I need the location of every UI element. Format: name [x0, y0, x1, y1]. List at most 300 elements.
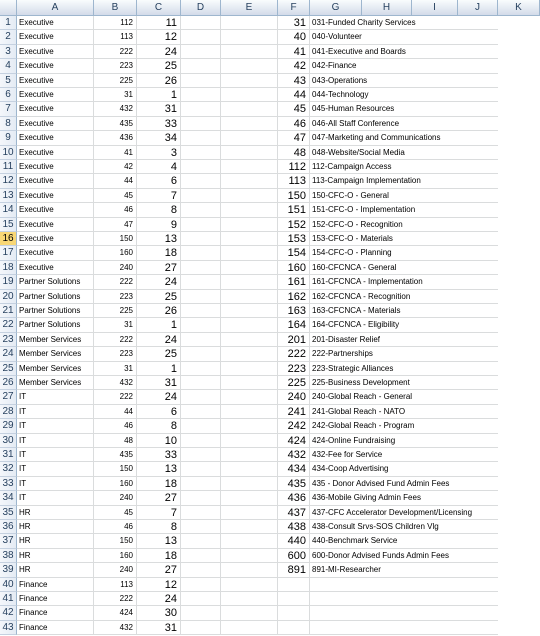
row-header[interactable]: 14: [0, 203, 17, 217]
cell-empty[interactable]: [221, 304, 278, 318]
cell-code[interactable]: 46: [94, 203, 137, 217]
cell-index[interactable]: 8: [137, 203, 181, 217]
cell-empty[interactable]: [498, 102, 540, 116]
cell-empty[interactable]: [221, 578, 278, 592]
cell-empty[interactable]: [221, 30, 278, 44]
cell-empty[interactable]: [181, 520, 221, 534]
cell-empty[interactable]: [498, 578, 540, 592]
cell-index[interactable]: 30: [137, 606, 181, 620]
cell-account-name[interactable]: 437-CFC Accelerator Development/Licensing: [310, 506, 498, 520]
cell-empty[interactable]: [221, 563, 278, 577]
cell-empty[interactable]: [498, 246, 540, 260]
cell-empty[interactable]: [221, 146, 278, 160]
cell-account-number[interactable]: 223: [278, 362, 310, 376]
cell-index[interactable]: 13: [137, 462, 181, 476]
cell-account-number[interactable]: 42: [278, 59, 310, 73]
cell-account-number[interactable]: 432: [278, 448, 310, 462]
cell-code[interactable]: 112: [94, 16, 137, 30]
cell-account-number[interactable]: 435: [278, 477, 310, 491]
cell-account-name[interactable]: 432-Fee for Service: [310, 448, 498, 462]
cell-index[interactable]: 26: [137, 304, 181, 318]
cell-empty[interactable]: [498, 405, 540, 419]
row-header[interactable]: 42: [0, 606, 17, 620]
cell-department[interactable]: IT: [17, 477, 94, 491]
cell-empty[interactable]: [181, 592, 221, 606]
cell-account-number[interactable]: 45: [278, 102, 310, 116]
cell-empty[interactable]: [181, 30, 221, 44]
cell-empty[interactable]: [221, 448, 278, 462]
cell-account-number[interactable]: 225: [278, 376, 310, 390]
cell-empty[interactable]: [221, 318, 278, 332]
cell-department[interactable]: Executive: [17, 246, 94, 260]
cell-empty[interactable]: [498, 290, 540, 304]
cell-code[interactable]: 223: [94, 347, 137, 361]
cell-account-number[interactable]: 31: [278, 16, 310, 30]
cell-account-number[interactable]: 43: [278, 74, 310, 88]
cell-account-number[interactable]: 161: [278, 275, 310, 289]
cell-empty[interactable]: [181, 477, 221, 491]
cell-account-name[interactable]: 045-Human Resources: [310, 102, 498, 116]
row-header[interactable]: 32: [0, 462, 17, 476]
cell-empty[interactable]: [181, 74, 221, 88]
cell-account-name[interactable]: 435 - Donor Advised Fund Admin Fees: [310, 477, 498, 491]
cell-account-name[interactable]: 113-Campaign Implementation: [310, 174, 498, 188]
row-header[interactable]: 27: [0, 390, 17, 404]
cell-index[interactable]: 26: [137, 74, 181, 88]
cell-empty[interactable]: [498, 45, 540, 59]
cell-account-number[interactable]: 437: [278, 506, 310, 520]
cell-department[interactable]: Finance: [17, 621, 94, 635]
cell-department[interactable]: Executive: [17, 218, 94, 232]
cell-department[interactable]: Executive: [17, 59, 94, 73]
column-header-g[interactable]: G: [310, 0, 362, 16]
row-header[interactable]: 15: [0, 218, 17, 232]
cell-code[interactable]: 432: [94, 621, 137, 635]
cell-index[interactable]: 8: [137, 520, 181, 534]
cell-empty[interactable]: [181, 275, 221, 289]
row-header[interactable]: 33: [0, 477, 17, 491]
cell-empty[interactable]: [498, 376, 540, 390]
cell-index[interactable]: 31: [137, 621, 181, 635]
column-header-a[interactable]: A: [17, 0, 94, 16]
cell-empty[interactable]: [221, 261, 278, 275]
cell-index[interactable]: 13: [137, 232, 181, 246]
cell-index[interactable]: 33: [137, 448, 181, 462]
cell-empty[interactable]: [498, 203, 540, 217]
cell-empty[interactable]: [181, 246, 221, 260]
cell-index[interactable]: 12: [137, 30, 181, 44]
cell-code[interactable]: 45: [94, 189, 137, 203]
cell-empty[interactable]: [498, 88, 540, 102]
cell-index[interactable]: 31: [137, 376, 181, 390]
cell-empty[interactable]: [181, 160, 221, 174]
cell-account-name[interactable]: 438-Consult Srvs-SOS Children Vlg: [310, 520, 498, 534]
cell-empty[interactable]: [221, 59, 278, 73]
cell-empty[interactable]: [181, 45, 221, 59]
row-header[interactable]: 5: [0, 74, 17, 88]
cell-account-name[interactable]: 041-Executive and Boards: [310, 45, 498, 59]
cell-empty[interactable]: [181, 462, 221, 476]
row-header[interactable]: 10: [0, 146, 17, 160]
cell-account-number[interactable]: 47: [278, 131, 310, 145]
cell-empty[interactable]: [181, 578, 221, 592]
cell-empty[interactable]: [221, 333, 278, 347]
cell-index[interactable]: 12: [137, 578, 181, 592]
cell-account-number[interactable]: 240: [278, 390, 310, 404]
row-header[interactable]: 6: [0, 88, 17, 102]
cell-empty[interactable]: [221, 174, 278, 188]
cell-account-number[interactable]: 44: [278, 88, 310, 102]
cell-department[interactable]: IT: [17, 405, 94, 419]
cell-account-number[interactable]: 242: [278, 419, 310, 433]
cell-department[interactable]: Executive: [17, 88, 94, 102]
cell-account-name[interactable]: 150-CFC-O - General: [310, 189, 498, 203]
cell-department[interactable]: Executive: [17, 117, 94, 131]
cell-department[interactable]: Executive: [17, 16, 94, 30]
cell-account-name[interactable]: 164-CFCNCA - Eligibility: [310, 318, 498, 332]
cell-account-name[interactable]: [310, 592, 498, 606]
cell-account-number[interactable]: 424: [278, 434, 310, 448]
cell-empty[interactable]: [221, 491, 278, 505]
cell-code[interactable]: 432: [94, 102, 137, 116]
cell-index[interactable]: 3: [137, 146, 181, 160]
cell-department[interactable]: Member Services: [17, 376, 94, 390]
cell-account-name[interactable]: 047-Marketing and Communications: [310, 131, 498, 145]
cell-empty[interactable]: [181, 218, 221, 232]
cell-index[interactable]: 27: [137, 491, 181, 505]
cell-code[interactable]: 240: [94, 261, 137, 275]
cell-department[interactable]: Executive: [17, 189, 94, 203]
cell-empty[interactable]: [221, 462, 278, 476]
cell-account-number[interactable]: 891: [278, 563, 310, 577]
cell-account-number[interactable]: 154: [278, 246, 310, 260]
cell-code[interactable]: 41: [94, 146, 137, 160]
cell-code[interactable]: 240: [94, 491, 137, 505]
cell-empty[interactable]: [221, 347, 278, 361]
cell-account-name[interactable]: 043-Operations: [310, 74, 498, 88]
cell-department[interactable]: Executive: [17, 174, 94, 188]
cell-index[interactable]: 18: [137, 246, 181, 260]
cell-empty[interactable]: [498, 16, 540, 30]
cell-index[interactable]: 18: [137, 549, 181, 563]
row-header[interactable]: 34: [0, 491, 17, 505]
cell-empty[interactable]: [221, 290, 278, 304]
cell-code[interactable]: 432: [94, 376, 137, 390]
cell-empty[interactable]: [181, 491, 221, 505]
cell-empty[interactable]: [181, 506, 221, 520]
cell-empty[interactable]: [221, 621, 278, 635]
cell-department[interactable]: Finance: [17, 578, 94, 592]
cell-code[interactable]: 436: [94, 131, 137, 145]
cell-empty[interactable]: [181, 362, 221, 376]
cell-account-name[interactable]: 040-Volunteer: [310, 30, 498, 44]
cell-empty[interactable]: [181, 621, 221, 635]
column-header-d[interactable]: D: [181, 0, 221, 16]
cell-code[interactable]: 44: [94, 405, 137, 419]
cell-account-number[interactable]: 222: [278, 347, 310, 361]
cell-index[interactable]: 34: [137, 131, 181, 145]
row-header[interactable]: 17: [0, 246, 17, 260]
cell-account-number[interactable]: [278, 592, 310, 606]
cell-account-name[interactable]: 048-Website/Social Media: [310, 146, 498, 160]
cell-empty[interactable]: [498, 174, 540, 188]
row-header[interactable]: 25: [0, 362, 17, 376]
cell-department[interactable]: Executive: [17, 131, 94, 145]
cell-empty[interactable]: [221, 434, 278, 448]
cell-empty[interactable]: [221, 362, 278, 376]
cell-account-name[interactable]: 241-Global Reach - NATO: [310, 405, 498, 419]
cell-empty[interactable]: [221, 74, 278, 88]
cell-department[interactable]: IT: [17, 448, 94, 462]
cell-code[interactable]: 44: [94, 174, 137, 188]
cell-department[interactable]: Executive: [17, 102, 94, 116]
cell-index[interactable]: 24: [137, 592, 181, 606]
cell-index[interactable]: 1: [137, 88, 181, 102]
cell-account-name[interactable]: 201-Disaster Relief: [310, 333, 498, 347]
row-header[interactable]: 31: [0, 448, 17, 462]
row-header[interactable]: 18: [0, 261, 17, 275]
cell-empty[interactable]: [498, 534, 540, 548]
cell-empty[interactable]: [498, 318, 540, 332]
row-header[interactable]: 3: [0, 45, 17, 59]
cell-account-name[interactable]: 434-Coop Advertising: [310, 462, 498, 476]
cell-department[interactable]: HR: [17, 563, 94, 577]
cell-code[interactable]: 31: [94, 88, 137, 102]
cell-empty[interactable]: [181, 131, 221, 145]
cell-code[interactable]: 160: [94, 477, 137, 491]
row-header[interactable]: 11: [0, 160, 17, 174]
cell-empty[interactable]: [181, 534, 221, 548]
cell-empty[interactable]: [221, 376, 278, 390]
cell-empty[interactable]: [498, 506, 540, 520]
cell-empty[interactable]: [181, 376, 221, 390]
cell-department[interactable]: Executive: [17, 160, 94, 174]
cell-account-name[interactable]: 223-Strategic Alliances: [310, 362, 498, 376]
cell-account-name[interactable]: 151-CFC-O - Implementation: [310, 203, 498, 217]
cell-code[interactable]: 225: [94, 304, 137, 318]
cell-code[interactable]: 46: [94, 419, 137, 433]
cell-code[interactable]: 222: [94, 592, 137, 606]
row-header[interactable]: 26: [0, 376, 17, 390]
cell-empty[interactable]: [221, 506, 278, 520]
cell-empty[interactable]: [498, 563, 540, 577]
cell-index[interactable]: 31: [137, 102, 181, 116]
row-header[interactable]: 1: [0, 16, 17, 30]
cell-index[interactable]: 33: [137, 117, 181, 131]
cell-empty[interactable]: [498, 491, 540, 505]
cell-empty[interactable]: [498, 131, 540, 145]
cell-empty[interactable]: [221, 88, 278, 102]
cell-account-number[interactable]: 153: [278, 232, 310, 246]
cell-empty[interactable]: [181, 174, 221, 188]
cell-account-name[interactable]: 424-Online Fundraising: [310, 434, 498, 448]
cell-account-name[interactable]: 222-Partnerships: [310, 347, 498, 361]
cell-empty[interactable]: [498, 218, 540, 232]
cell-account-number[interactable]: 434: [278, 462, 310, 476]
cell-code[interactable]: 223: [94, 290, 137, 304]
row-header[interactable]: 12: [0, 174, 17, 188]
cell-department[interactable]: Partner Solutions: [17, 290, 94, 304]
cell-department[interactable]: Member Services: [17, 347, 94, 361]
cell-department[interactable]: HR: [17, 534, 94, 548]
cell-account-number[interactable]: 152: [278, 218, 310, 232]
cell-index[interactable]: 6: [137, 174, 181, 188]
cell-account-number[interactable]: 600: [278, 549, 310, 563]
cell-empty[interactable]: [498, 390, 540, 404]
cell-department[interactable]: Executive: [17, 74, 94, 88]
cell-code[interactable]: 222: [94, 45, 137, 59]
cell-code[interactable]: 435: [94, 448, 137, 462]
cell-account-number[interactable]: 162: [278, 290, 310, 304]
row-header[interactable]: 29: [0, 419, 17, 433]
cell-index[interactable]: 25: [137, 347, 181, 361]
row-header[interactable]: 19: [0, 275, 17, 289]
cell-code[interactable]: 42: [94, 160, 137, 174]
cell-department[interactable]: Member Services: [17, 333, 94, 347]
cell-account-name[interactable]: 160-CFCNCA - General: [310, 261, 498, 275]
cell-account-name[interactable]: 112-Campaign Access: [310, 160, 498, 174]
cell-account-number[interactable]: 163: [278, 304, 310, 318]
cell-empty[interactable]: [221, 592, 278, 606]
cell-code[interactable]: 45: [94, 506, 137, 520]
cell-index[interactable]: 18: [137, 477, 181, 491]
column-header-b[interactable]: B: [94, 0, 137, 16]
cell-code[interactable]: 240: [94, 563, 137, 577]
cell-account-name[interactable]: 044-Technology: [310, 88, 498, 102]
cell-empty[interactable]: [498, 621, 540, 635]
column-header-f[interactable]: F: [278, 0, 310, 16]
cell-index[interactable]: 1: [137, 318, 181, 332]
cell-account-number[interactable]: [278, 578, 310, 592]
cell-account-name[interactable]: 046-All Staff Conference: [310, 117, 498, 131]
cell-account-name[interactable]: 161-CFCNCA - Implementation: [310, 275, 498, 289]
cell-code[interactable]: 31: [94, 318, 137, 332]
cell-department[interactable]: IT: [17, 419, 94, 433]
cell-index[interactable]: 1: [137, 362, 181, 376]
cell-account-number[interactable]: 164: [278, 318, 310, 332]
cell-account-number[interactable]: 436: [278, 491, 310, 505]
row-header[interactable]: 35: [0, 506, 17, 520]
cell-index[interactable]: 4: [137, 160, 181, 174]
cell-code[interactable]: 48: [94, 434, 137, 448]
cell-account-name[interactable]: 031-Funded Charity Services: [310, 16, 498, 30]
cell-empty[interactable]: [221, 405, 278, 419]
cell-empty[interactable]: [221, 131, 278, 145]
cell-empty[interactable]: [181, 606, 221, 620]
cell-empty[interactable]: [221, 203, 278, 217]
row-header[interactable]: 30: [0, 434, 17, 448]
cell-empty[interactable]: [498, 232, 540, 246]
cell-empty[interactable]: [498, 30, 540, 44]
cell-empty[interactable]: [221, 275, 278, 289]
cell-empty[interactable]: [181, 318, 221, 332]
cell-empty[interactable]: [181, 261, 221, 275]
cell-department[interactable]: HR: [17, 506, 94, 520]
cell-empty[interactable]: [498, 189, 540, 203]
cell-department[interactable]: Executive: [17, 232, 94, 246]
cell-account-number[interactable]: 112: [278, 160, 310, 174]
column-header-c[interactable]: C: [137, 0, 181, 16]
cell-code[interactable]: 46: [94, 520, 137, 534]
row-header[interactable]: 21: [0, 304, 17, 318]
row-header[interactable]: 28: [0, 405, 17, 419]
cell-code[interactable]: 47: [94, 218, 137, 232]
cell-empty[interactable]: [181, 16, 221, 30]
row-header[interactable]: 37: [0, 534, 17, 548]
cell-empty[interactable]: [498, 462, 540, 476]
cell-code[interactable]: 435: [94, 117, 137, 131]
cell-empty[interactable]: [498, 160, 540, 174]
cell-account-name[interactable]: 440-Benchmark Service: [310, 534, 498, 548]
cell-empty[interactable]: [221, 160, 278, 174]
cell-code[interactable]: 113: [94, 578, 137, 592]
cell-account-number[interactable]: 48: [278, 146, 310, 160]
cell-account-number[interactable]: 438: [278, 520, 310, 534]
cell-department[interactable]: HR: [17, 520, 94, 534]
cell-empty[interactable]: [498, 304, 540, 318]
row-header[interactable]: 20: [0, 290, 17, 304]
cell-empty[interactable]: [221, 477, 278, 491]
cell-empty[interactable]: [181, 189, 221, 203]
cell-department[interactable]: IT: [17, 434, 94, 448]
row-header[interactable]: 16: [0, 232, 17, 246]
cell-account-name[interactable]: 163-CFCNCA - Materials: [310, 304, 498, 318]
cell-empty[interactable]: [498, 362, 540, 376]
cell-account-number[interactable]: 160: [278, 261, 310, 275]
cell-empty[interactable]: [181, 59, 221, 73]
row-header[interactable]: 36: [0, 520, 17, 534]
cell-department[interactable]: Partner Solutions: [17, 318, 94, 332]
cell-empty[interactable]: [498, 275, 540, 289]
cell-index[interactable]: 7: [137, 506, 181, 520]
cell-empty[interactable]: [181, 390, 221, 404]
cell-index[interactable]: 24: [137, 333, 181, 347]
cell-empty[interactable]: [181, 333, 221, 347]
row-header[interactable]: 38: [0, 549, 17, 563]
cell-empty[interactable]: [221, 189, 278, 203]
cell-empty[interactable]: [498, 448, 540, 462]
cell-empty[interactable]: [181, 203, 221, 217]
cell-index[interactable]: 27: [137, 261, 181, 275]
cell-account-name[interactable]: 600-Donor Advised Funds Admin Fees: [310, 549, 498, 563]
cell-empty[interactable]: [181, 448, 221, 462]
cell-account-name[interactable]: [310, 606, 498, 620]
row-header[interactable]: 24: [0, 347, 17, 361]
cell-department[interactable]: Partner Solutions: [17, 275, 94, 289]
cell-empty[interactable]: [498, 74, 540, 88]
cell-account-name[interactable]: 152-CFC-O - Recognition: [310, 218, 498, 232]
cell-empty[interactable]: [221, 390, 278, 404]
cell-index[interactable]: 10: [137, 434, 181, 448]
cell-account-number[interactable]: 40: [278, 30, 310, 44]
cell-index[interactable]: 13: [137, 534, 181, 548]
cell-department[interactable]: IT: [17, 390, 94, 404]
cell-department[interactable]: Partner Solutions: [17, 304, 94, 318]
cell-index[interactable]: 6: [137, 405, 181, 419]
cell-account-name[interactable]: 153-CFC-O - Materials: [310, 232, 498, 246]
cell-code[interactable]: 223: [94, 59, 137, 73]
cell-empty[interactable]: [181, 146, 221, 160]
cell-department[interactable]: Executive: [17, 146, 94, 160]
cell-empty[interactable]: [498, 477, 540, 491]
row-header[interactable]: 13: [0, 189, 17, 203]
cell-empty[interactable]: [221, 246, 278, 260]
column-header-i[interactable]: I: [412, 0, 458, 16]
cell-empty[interactable]: [181, 347, 221, 361]
row-header[interactable]: 39: [0, 563, 17, 577]
cell-department[interactable]: Member Services: [17, 362, 94, 376]
row-header[interactable]: 23: [0, 333, 17, 347]
